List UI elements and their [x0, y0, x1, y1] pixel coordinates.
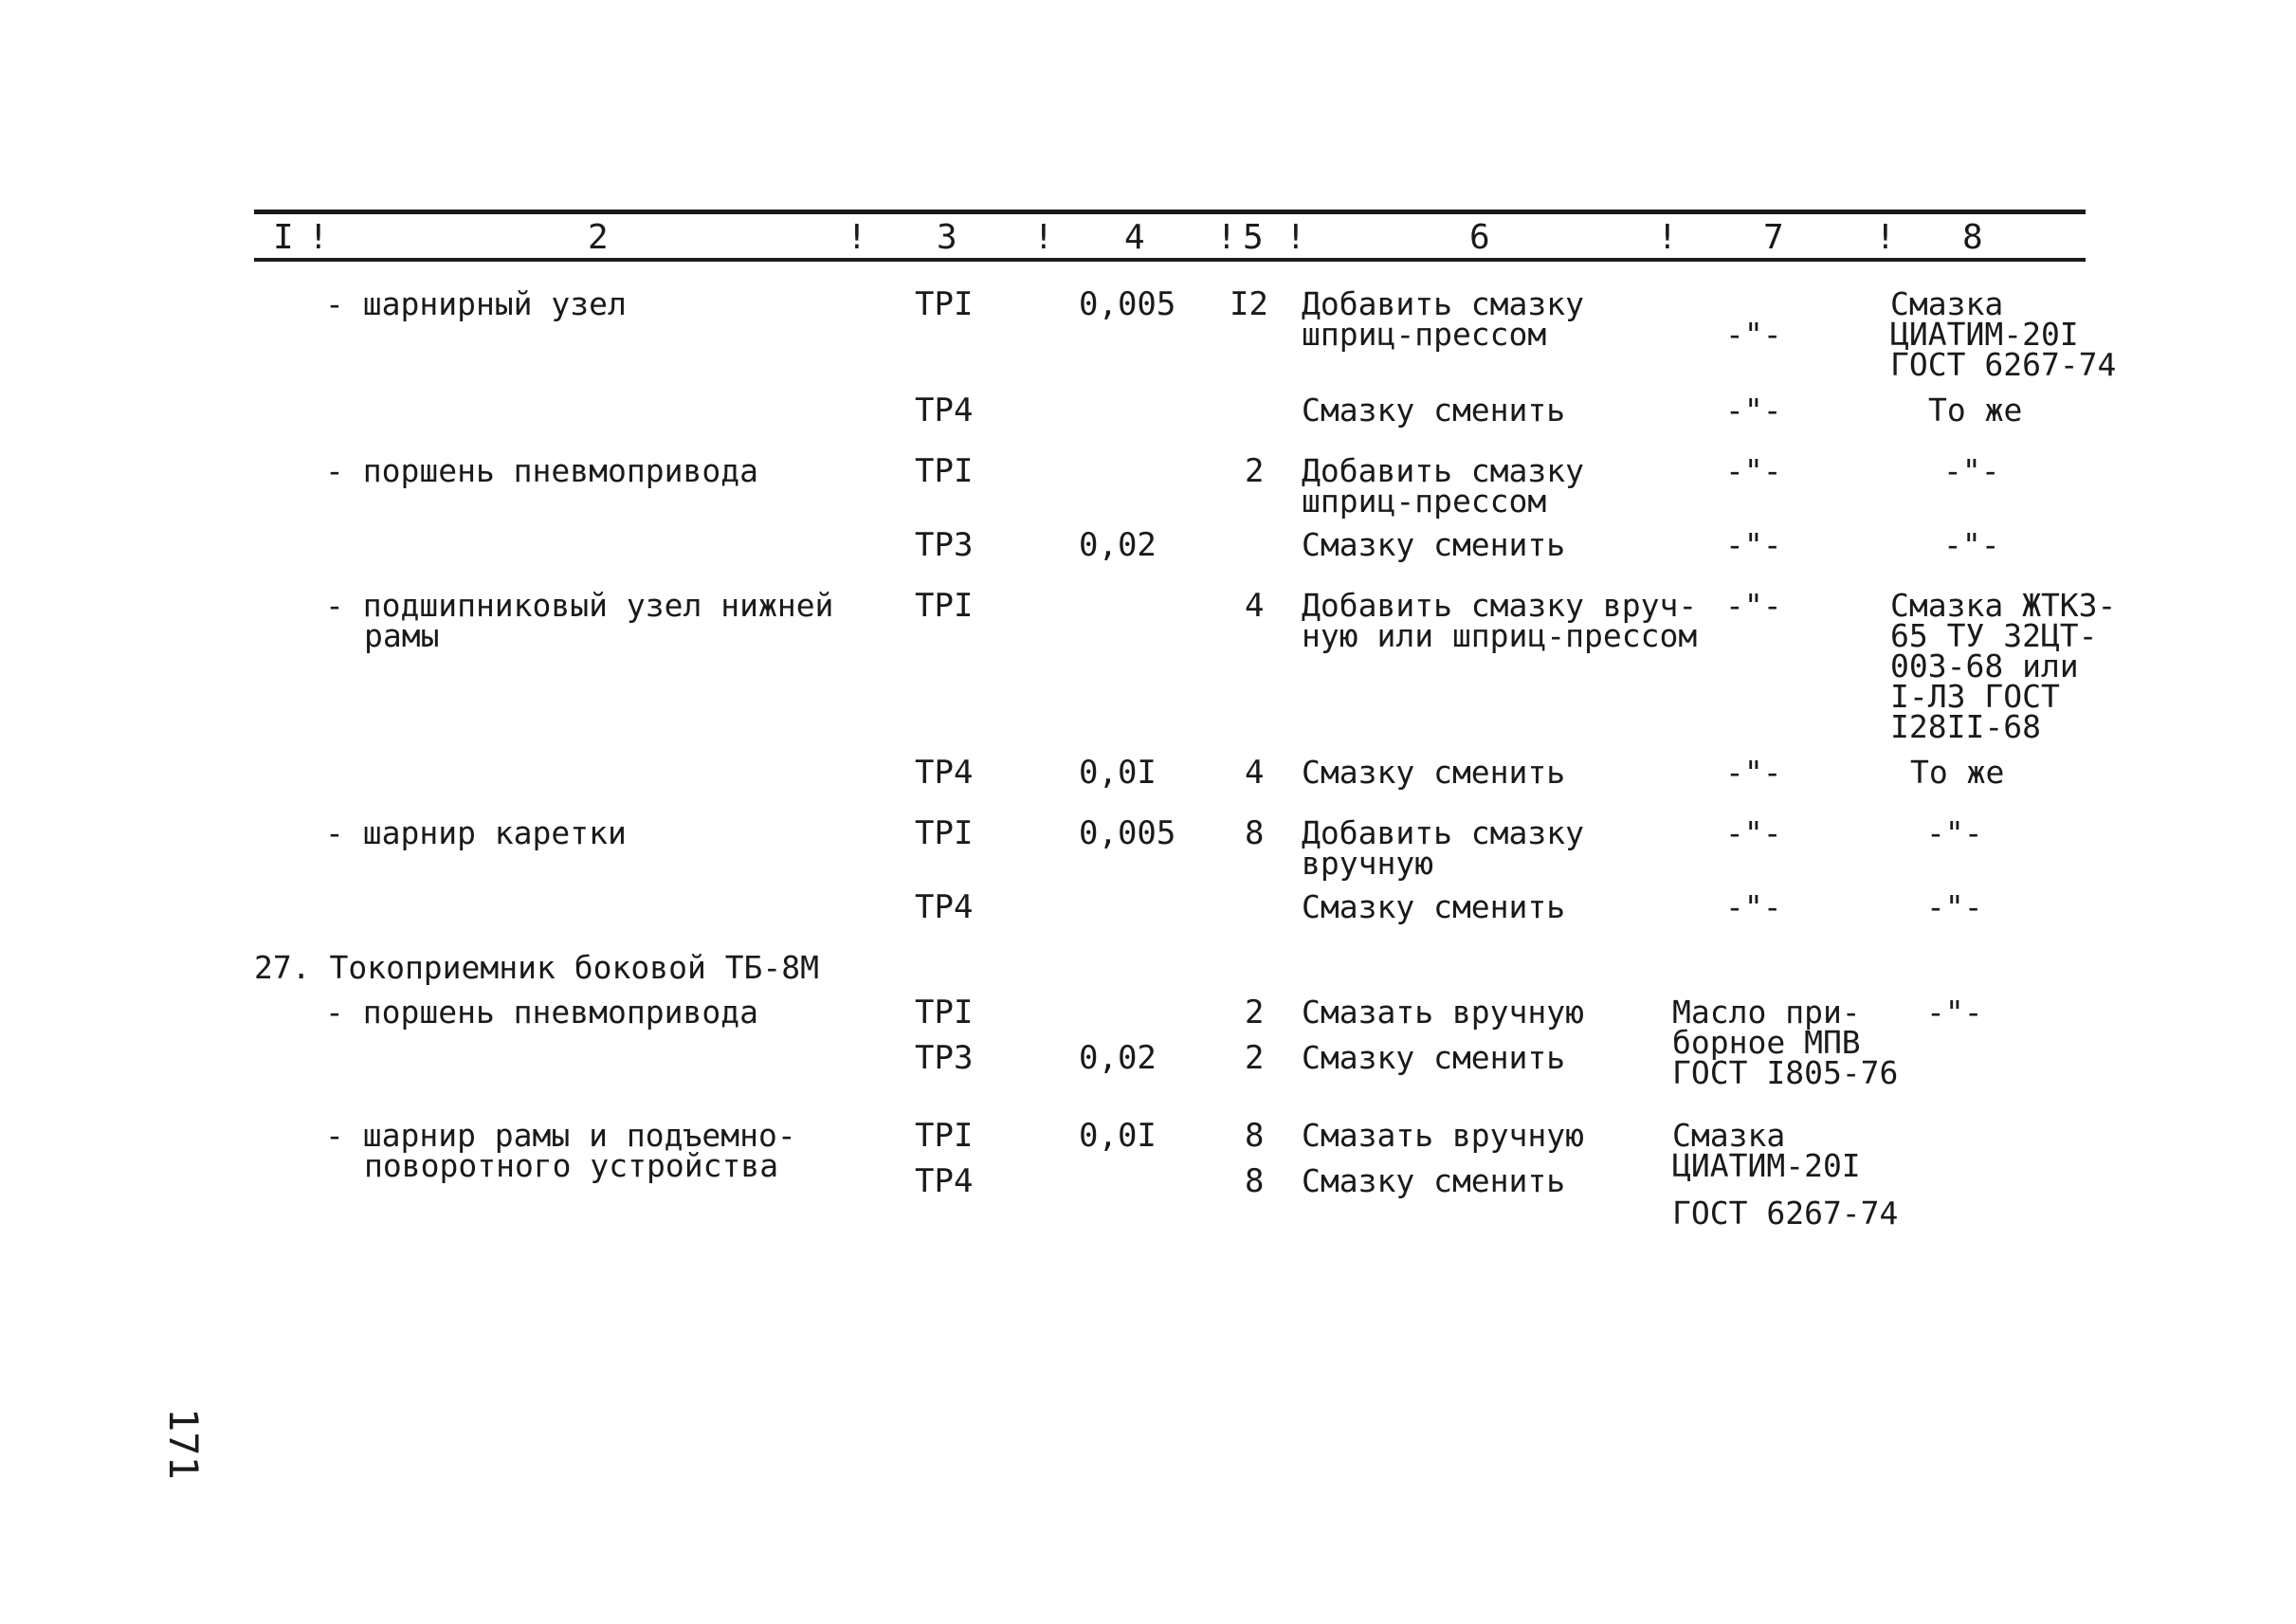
header-col-4: 4 — [1124, 218, 1145, 257]
service-mode: ТР3 — [915, 526, 974, 564]
period: 4 — [1245, 754, 1265, 792]
header-sep: ! — [1875, 218, 1896, 257]
spec-line: Смазка ЖТКЗ- — [1890, 587, 2117, 624]
spec-line: ЦИАТИМ-20I — [1890, 316, 2079, 353]
lubricant-line: ГОСТ 6267-74 — [1672, 1195, 1899, 1232]
spec-line: -"- — [1943, 526, 2000, 563]
action-line: Смазку сменить — [1302, 888, 1566, 925]
item-name: - поршень пневмопривода — [325, 994, 758, 1031]
service-mode: ТР4 — [915, 754, 974, 792]
header-col-6: 6 — [1469, 218, 1490, 257]
lubricant: -"- — [1725, 316, 1782, 353]
table-header-rule — [254, 258, 2086, 262]
spec-line: ГОСТ 6267-74 — [1890, 346, 2117, 383]
quantity: 0,02 — [1079, 1039, 1157, 1077]
service-mode: ТР4 — [915, 888, 974, 926]
item-name: поворотного устройства — [364, 1147, 779, 1184]
action-line: Смазку сменить — [1302, 754, 1566, 791]
period: I2 — [1230, 285, 1268, 323]
period: 4 — [1245, 587, 1265, 625]
spec-line: I-ЛЗ ГОСТ — [1890, 678, 2060, 715]
spec-line: -"- — [1926, 994, 1983, 1031]
action-line: Добавить смазку — [1302, 285, 1585, 322]
period: 2 — [1245, 994, 1265, 1031]
spec-line: Смазка — [1890, 285, 2004, 322]
service-mode: ТРI — [915, 587, 974, 625]
lubricant: -"- — [1725, 452, 1782, 489]
header-sep: ! — [1657, 218, 1678, 257]
lubricant-line: борное МПВ — [1672, 1024, 1861, 1061]
header-col-3: 3 — [937, 218, 957, 257]
action-line: ную или шприц-прессом — [1302, 617, 1698, 654]
service-mode: ТР3 — [915, 1039, 974, 1077]
action-line: Смазать вручную — [1302, 1117, 1585, 1154]
service-mode: ТРI — [915, 814, 974, 852]
lubricant-line: Масло при- — [1672, 994, 1861, 1031]
header-col-5: 5 — [1243, 218, 1264, 257]
item-name: - подшипниковый узел нижней — [325, 587, 834, 624]
action-line: Смазать вручную — [1302, 994, 1585, 1031]
item-name: - шарнирный узел — [325, 285, 627, 322]
lubricant: -"- — [1725, 587, 1782, 624]
item-name: - поршень пневмопривода — [325, 452, 758, 489]
spec-line: I28II-68 — [1890, 708, 2041, 745]
service-mode: ТРI — [915, 285, 974, 323]
quantity: 0,02 — [1079, 526, 1157, 564]
period: 8 — [1245, 1162, 1265, 1200]
lubricant-line: ЦИАТИМ-20I — [1672, 1147, 1861, 1184]
spec-line: -"- — [1926, 814, 1983, 851]
header-col-7: 7 — [1763, 218, 1784, 257]
table-top-rule — [254, 210, 2086, 214]
item-name: - шарнир каретки — [325, 814, 627, 851]
lubricant: -"- — [1725, 754, 1782, 791]
action-line: шприц-прессом — [1302, 483, 1547, 520]
page-number: 171 — [160, 1408, 207, 1480]
quantity: 0,0I — [1079, 754, 1157, 792]
header-col-1: I — [273, 218, 294, 257]
header-sep: ! — [847, 218, 867, 257]
quantity: 0,005 — [1079, 814, 1176, 852]
action-line: Добавить смазку — [1302, 452, 1585, 489]
action-line: вручную — [1302, 845, 1434, 882]
section-title: 27. Токоприемник боковой ТБ-8М — [254, 949, 820, 986]
action-line: Смазку сменить — [1302, 526, 1566, 563]
header-col-8: 8 — [1962, 218, 1983, 257]
action-line: Добавить смазку — [1302, 814, 1585, 851]
action-line: Смазку сменить — [1302, 1162, 1566, 1199]
item-name: рамы — [364, 617, 440, 654]
spec-line: То же — [1928, 392, 2023, 429]
item-name: - шарнир рамы и подъемно- — [325, 1117, 796, 1154]
period: 2 — [1245, 452, 1265, 490]
spec-line: То же — [1910, 754, 2005, 791]
period: 8 — [1245, 1117, 1265, 1155]
service-mode: ТР4 — [915, 392, 974, 429]
lubricant: -"- — [1725, 526, 1782, 563]
action-line: Добавить смазку вруч- — [1302, 587, 1698, 624]
quantity: 0,005 — [1079, 285, 1176, 323]
spec-line: 003-68 или — [1890, 648, 2079, 684]
header-sep: ! — [308, 218, 329, 257]
service-mode: ТРI — [915, 1117, 974, 1155]
spec-line: 65 ТУ 32ЦТ- — [1890, 617, 2098, 654]
action-line: шприц-прессом — [1302, 316, 1547, 353]
action-line: Смазку сменить — [1302, 392, 1566, 429]
header-col-2: 2 — [588, 218, 609, 257]
service-mode: ТРI — [915, 452, 974, 490]
spec-line: -"- — [1943, 452, 2000, 489]
lubricant-line: Смазка — [1672, 1117, 1786, 1154]
header-sep: ! — [1033, 218, 1054, 257]
lubricant: -"- — [1725, 888, 1782, 925]
header-sep: ! — [1285, 218, 1306, 257]
lubricant: -"- — [1725, 392, 1782, 429]
spec-line: -"- — [1926, 888, 1983, 925]
service-mode: ТРI — [915, 994, 974, 1031]
lubricant-line: ГОСТ I805-76 — [1672, 1054, 1899, 1091]
service-mode: ТР4 — [915, 1162, 974, 1200]
period: 8 — [1245, 814, 1265, 852]
action-line: Смазку сменить — [1302, 1039, 1566, 1076]
lubricant: -"- — [1725, 814, 1782, 851]
header-sep: ! — [1216, 218, 1237, 257]
quantity: 0,0I — [1079, 1117, 1157, 1155]
period: 2 — [1245, 1039, 1265, 1077]
